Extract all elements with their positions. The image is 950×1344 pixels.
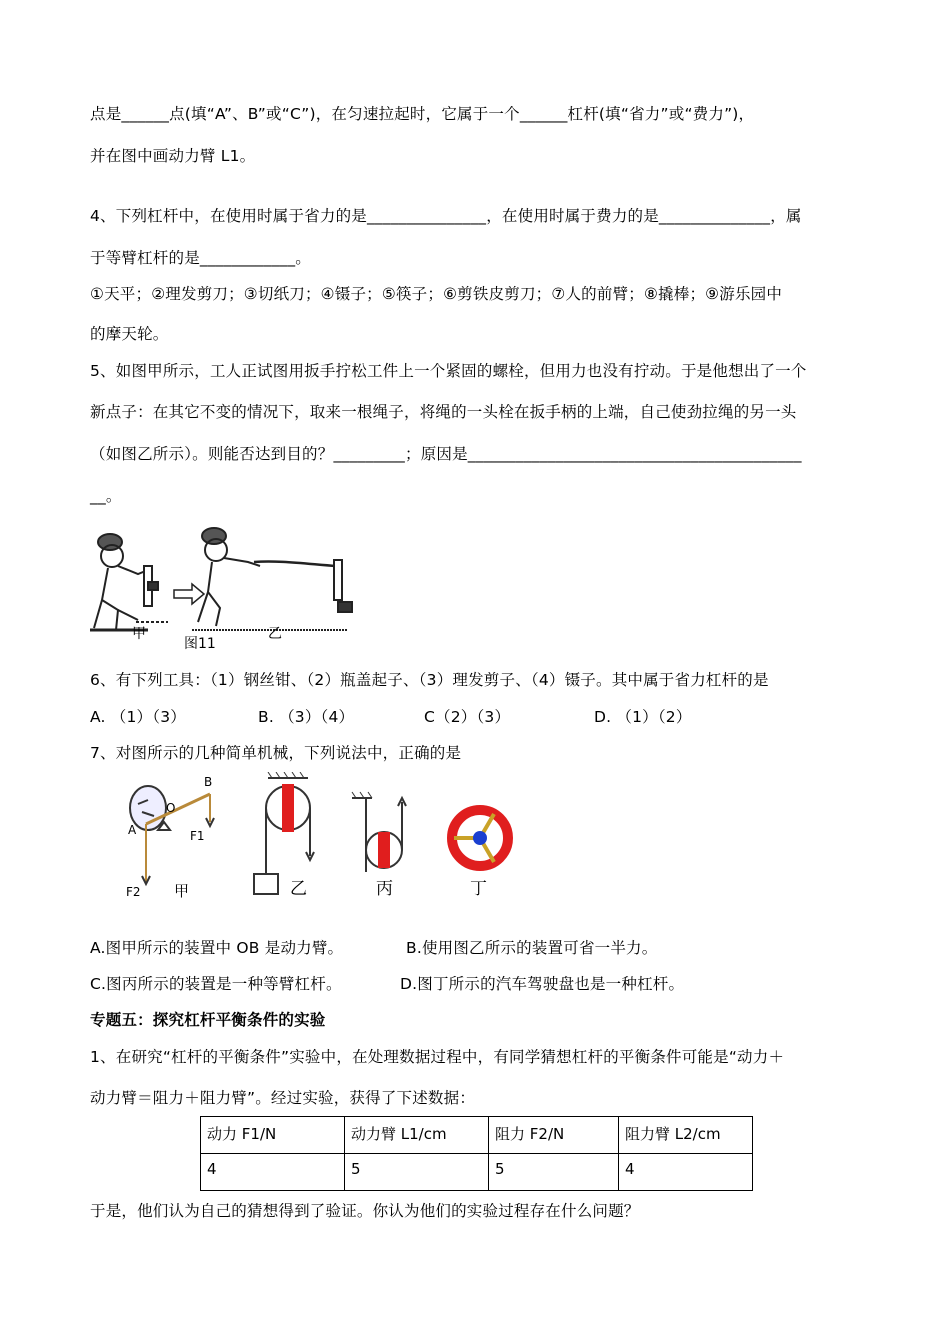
worker-jia-illustration: [90, 534, 168, 630]
table-cell: 5: [489, 1154, 619, 1191]
q4-text-line-3: ①天平；②理发剪刀；③切纸刀；④镊子；⑤筷子；⑥剪铁皮剪刀；⑦人的前臂；⑧撬棒；⑨游乐园中: [90, 285, 783, 303]
simple-machines-figure: [118, 772, 518, 902]
table-cell: 4: [619, 1154, 753, 1191]
label-ding: 丁: [470, 879, 487, 899]
q3-text-line-2: 并在图中画动力臂 L1。: [90, 147, 256, 165]
q7-options-row-2: [90, 972, 684, 994]
table-cell: 5: [345, 1154, 489, 1191]
q6-option-b: B. （3）（4）: [258, 708, 355, 726]
q7-option-b: B.使用图乙所示的装置可省一半力。: [406, 939, 658, 957]
experiment-data-table: [200, 1116, 753, 1191]
worker-yi-illustration: [192, 528, 352, 630]
q6-option-d: D. （1）（2）: [594, 708, 692, 726]
pulley-bing-illustration: [352, 792, 406, 872]
wrench-figure: [88, 522, 358, 652]
q7-option-d: D.图丁所示的汽车驾驶盘也是一种杠杆。: [400, 975, 685, 993]
q7-option-a: A.图甲所示的装置中 OB 是动力臂。: [90, 939, 344, 957]
q7-options-row-1: [90, 936, 657, 958]
q5-text-line-1: 5、如图甲所示，工人正试图用扳手拧松工件上一个紧固的螺栓，但用力也没有拧动。于是他想出了一个: [90, 362, 807, 380]
topic5-q1-line-1: 1、在研究“杠杆的平衡条件”实验中，在处理数据过程中，有同学猜想杠杆的平衡条件可能是“动力＋: [90, 1048, 785, 1066]
q7-stem: 7、对图所示的几种简单机械，下列说法中，正确的是: [90, 744, 462, 762]
q5-text-line-2: 新点子：在其它不变的情况下，取来一根绳子，将绳的一头栓在扳手柄的上端，自己使劲拉绳的另一头: [90, 403, 797, 421]
topic5-q1-line-2: 动力臂＝阻力＋阻力臂”。经过实验，获得了下述数据：: [90, 1089, 476, 1107]
right-arrow-icon: [174, 584, 204, 604]
table-header-cell: 阻力 F2/N: [489, 1117, 619, 1154]
label-bing: 丙: [376, 879, 393, 899]
label-yi: 乙: [290, 879, 307, 899]
table-header-cell: 阻力臂 L2/cm: [619, 1117, 753, 1154]
q4-text-line-2: 于等臂杠杆的是____________。: [90, 249, 312, 267]
q3-text-line-1: 点是______点(填“A”、B”或“C”)，在匀速拉起时，它属于一个______杠杆(填“省力”或“费力”)，: [90, 105, 755, 123]
q6-stem: 6、有下列工具：（1）钢丝钳、（2）瓶盖起子、（3）理发剪子、（4）镊子。其中属于省力杠杆的是: [90, 671, 769, 689]
q4-text-line-1: 4、下列杠杆中，在使用时属于省力的是_______________，在使用时属于费力的是______________，属: [90, 207, 802, 225]
label-a: A: [128, 823, 137, 837]
label-jia: 甲: [174, 882, 190, 900]
label-b: B: [204, 775, 213, 789]
q4-text-line-4: 的摩天轮。: [90, 325, 169, 343]
topic5-heading: 专题五：探究杠杆平衡条件的实验: [90, 1011, 326, 1029]
topic5-q1-line-3: 于是，他们认为自己的猜想得到了验证。你认为他们的实验过程存在什么问题？: [90, 1202, 640, 1220]
fig11-label-jia: 甲: [132, 626, 146, 642]
table-header-cell: 动力臂 L1/cm: [345, 1117, 489, 1154]
q6-option-a: A. （1）（3）: [90, 708, 186, 726]
q6-options: [90, 705, 692, 727]
q5-text-line-4: __。: [90, 487, 122, 505]
label-f1: F1: [190, 829, 205, 843]
table-cell: 4: [201, 1154, 345, 1191]
table-row: [201, 1154, 753, 1191]
pulley-yi-illustration: [254, 772, 314, 894]
q7-option-c: C.图丙所示的装置是一种等臂杠杆。: [90, 975, 342, 993]
steering-wheel-ding-illustration: [452, 810, 508, 866]
table-header-row: [201, 1117, 753, 1154]
table-header-cell: 动力 F1/N: [201, 1117, 345, 1154]
q5-text-line-3: （如图乙所示）。则能否达到目的？_________；原因是__________________________________________: [90, 445, 802, 463]
label-f2: F2: [126, 885, 141, 899]
fig11-caption: 图11: [184, 636, 216, 652]
fig11-label-yi: 乙: [268, 626, 282, 642]
label-o: O: [166, 801, 176, 815]
q6-option-c: C（2）（3）: [424, 708, 511, 726]
